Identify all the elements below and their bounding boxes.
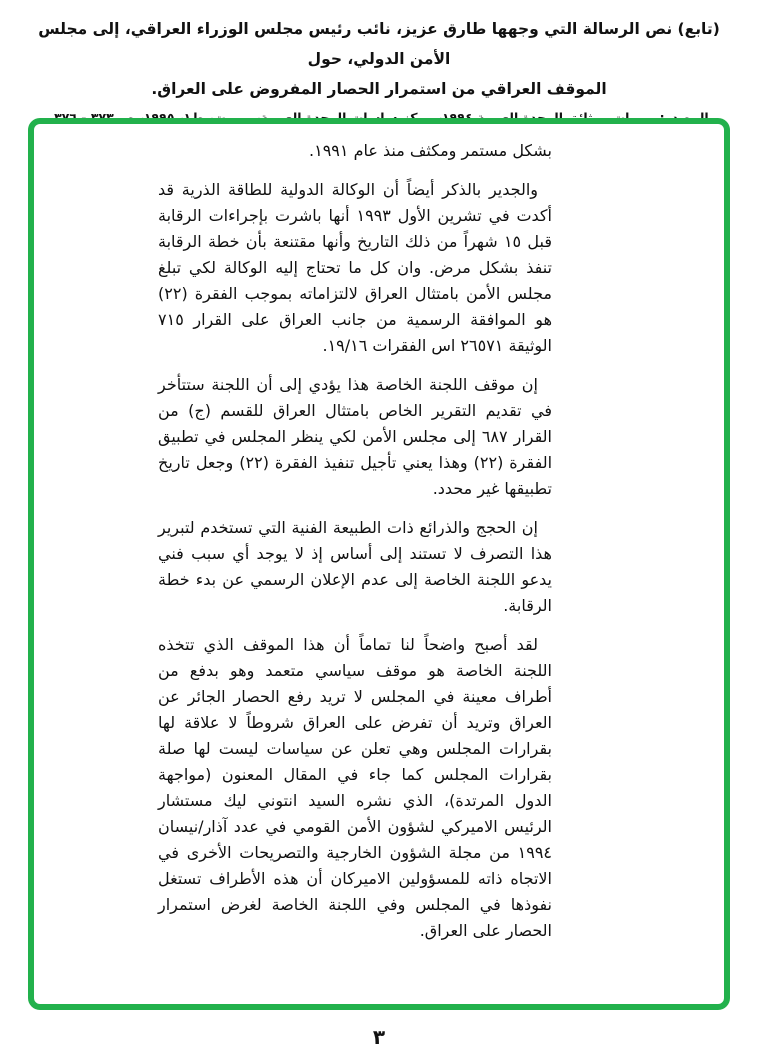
document-header	[0, 14, 758, 131]
letter-body	[158, 138, 552, 957]
body-paragraph: بشكل مستمر ومكثف منذ عام ١٩٩١.	[309, 141, 552, 160]
body-paragraph: إن الحجج والذرائع ذات الطبيعة الفنية التي تستخدم لتبرير هذا التصرف لا تستند إلى أساس إذ لا يوجد أي سبب فني يدعو اللجنة الخاصة إلى عدم الإعلان الرسمي عن بدء خطة الرقابة.	[158, 518, 552, 615]
header-title-line-1: (تابع) نص الرسالة التي وجهها طارق عزيز، نائب رئيس مجلس الوزراء العراقي، إلى مجلس الأمن الدولي، حول	[38, 20, 720, 68]
header-title-line-2: الموقف العراقي من استمرار الحصار المفروض على العراق.	[151, 80, 607, 98]
body-paragraph: لقد أصبح واضحاً لنا تماماً أن هذا الموقف الذي تتخذه اللجنة الخاصة هو موقف سياسي متعمد وهو بدفع من أطراف معينة في المجلس لا تريد رفع الحصار الجائر عن العراق وتريد أن تفرض على العراق شروطاً لا علاقة لها بقرارات المجلس وهي تعلن عن سياسات ليست لها صلة بقرارات المجلس كما جاء في المقال المعنون (مواجهة الدول المرتدة)، الذي نشره السيد انتوني ليك مستشار الرئيس الاميركي لشؤون الأمن القومي في عدد آذار/نيسان ١٩٩٤ من مجلة الشؤون الخارجية والتصريحات الأخرى في الاتجاه ذاته للمسؤولين الاميركان أن هذه الأطراف تستغل نفوذها في المجلس وفي اللجنة الخاصة لغرض استمرار الحصار على العراق.	[158, 635, 552, 940]
page-number: ٣	[372, 1025, 386, 1049]
green-border-frame	[28, 118, 730, 1010]
body-paragraph: إن موقف اللجنة الخاصة هذا يؤدي إلى أن اللجنة ستتأخر في تقديم التقرير الخاص بامتثال العراق للقسم (ج) من القرار ٦٨٧ إلى مجلس الأمن لكي ينظر المجلس في تطبيق الفقرة (٢٢) وهذا يعني تأجيل تنفيذ الفقرة (٢٢) وجعل تاريخ تطبيقها غير محدد.	[158, 375, 553, 498]
body-paragraph: والجدير بالذكر أيضاً أن الوكالة الدولية للطاقة الذرية قد أكدت في تشرين الأول ١٩٩٣ أنها باشرت بإجراءات الرقابة قبل ١٥ شهراً من ذلك التاريخ وأنها مقتنعة بأن خطة الرقابة تنفذ بشكل مرض. وان كل ما تحتاج إليه الوكالة لكي تبلغ مجلس الأمن بامتثال العراق لالتزاماته بموجب الفقرة (٢٢) هو الموافقة الرسمية من جانب العراق على القرار ٧١٥ الوثيقة ٢٦٥٧١ اس الفقرات ١٩/١٦.	[158, 180, 552, 355]
